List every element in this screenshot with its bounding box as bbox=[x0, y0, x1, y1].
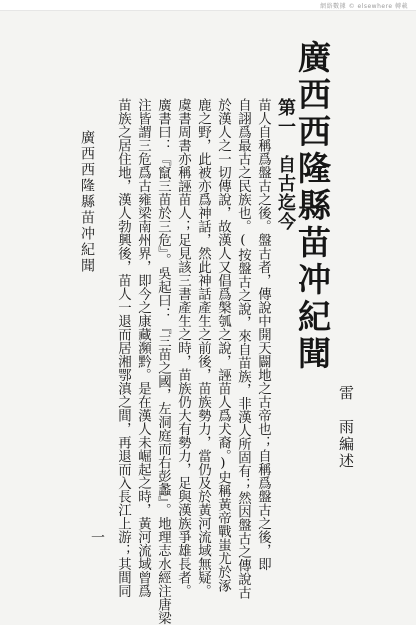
text-column-6: 廣書曰：『竄三苗於三危』。吳起曰：『三苗之國，左洞庭而右彭蠡』。地理志水經注唐梁 bbox=[155, 98, 171, 625]
author-line: 雷 雨編述 bbox=[337, 385, 355, 470]
page-number: 一 bbox=[89, 530, 105, 544]
watermark-text: 網絡數據 © elsewhere 轉載 bbox=[320, 3, 408, 10]
text-column-1: 苗人自稱爲盤古之後。盤古者，傳說中開天闢地之古帝也；自稱爲盤古之後，即 bbox=[255, 98, 271, 571]
column-divider bbox=[98, 120, 99, 560]
text-column-5: 虞書周書亦稱誣苗人；足見該三書產生之時，苗族仍大有勢力，足與漢族爭雄長者。 bbox=[175, 98, 191, 598]
text-column-3: 於漢人之一切傳說，故漢人又倡爲槃瓠之說，誣苗人爲犬裔。)史稱黃帝戰蚩尤於涿 bbox=[215, 98, 231, 593]
text-column-4: 鹿之野，此被亦爲神話，然此神話產生之前後，苗族勢力，當仍及於黃河流域無疑。 bbox=[195, 98, 211, 598]
chapter-heading: 第一 自古迄今 bbox=[275, 98, 296, 231]
text-column-2: 自詡爲最古之民族也。(按盤古之說，來自苗族，非漢人所固有；然因盤古之傳說古 bbox=[235, 98, 251, 600]
scan-header-strip bbox=[0, 0, 416, 11]
text-column-7: 注皆謂三危爲古雍梁南州界，即今之康藏瀕黔。是在漢人未崛起之時，黃河流域曾爲 bbox=[135, 98, 151, 598]
running-title: 廣西西隆縣苗冲紀聞 bbox=[79, 130, 95, 274]
text-column-8: 苗族之居住地，漢人勃興後，苗人一退而居湘鄂滇之間，再退而入長江上游；其間同 bbox=[115, 98, 131, 598]
document-title: 廣西西隆縣苗冲紀聞 bbox=[293, 40, 332, 373]
